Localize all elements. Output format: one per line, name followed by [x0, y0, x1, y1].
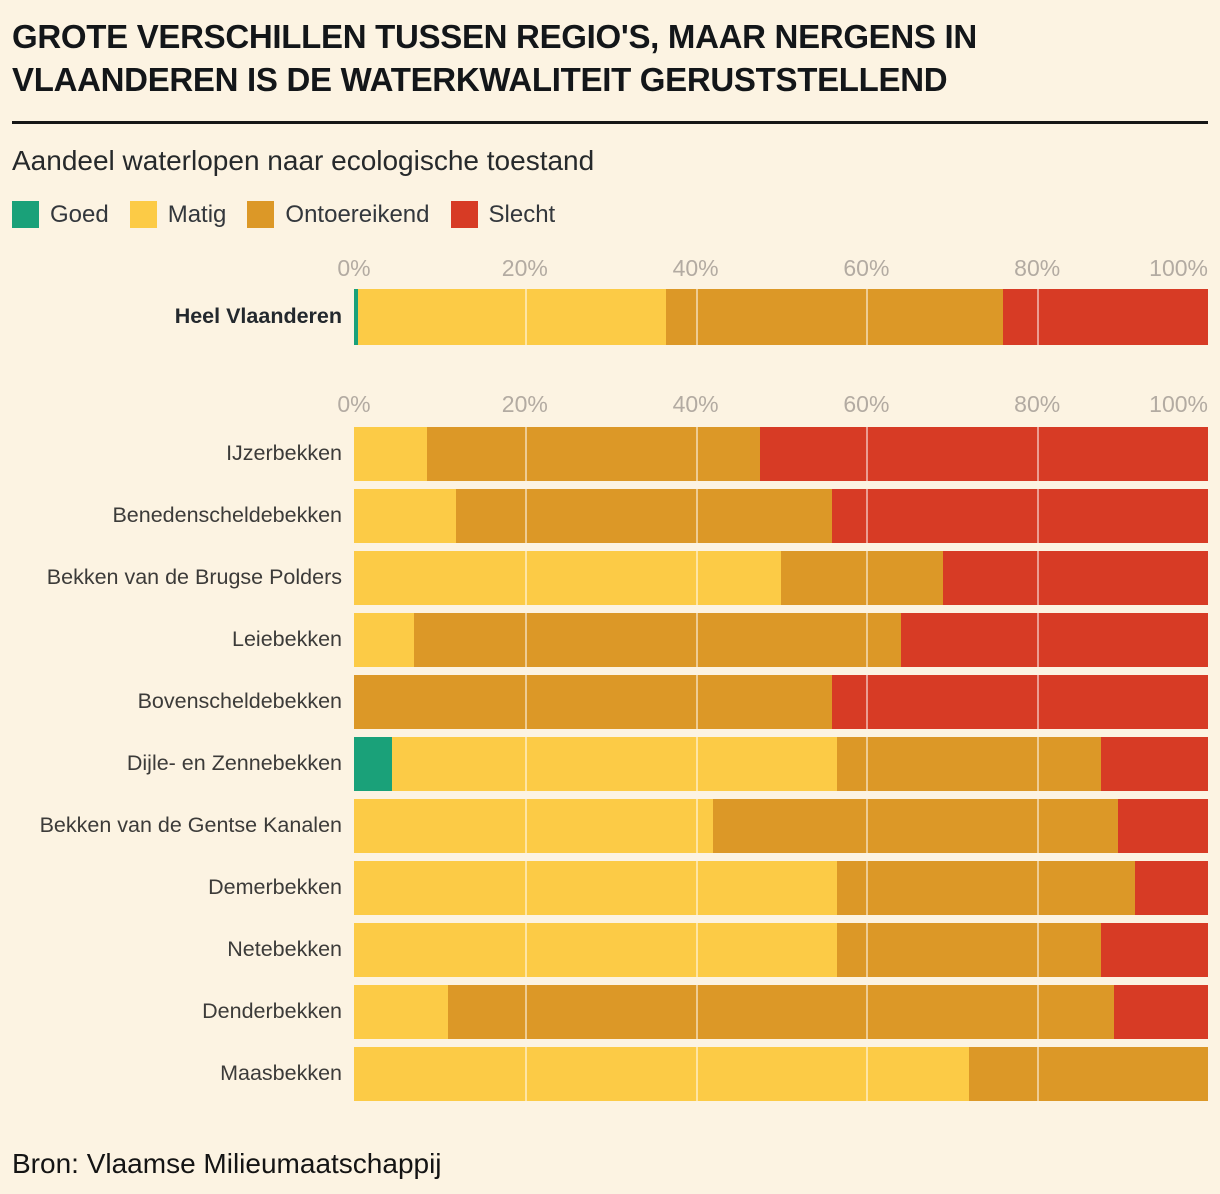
row-label-bovenscheldebekken: Bovenscheldebekken: [137, 689, 342, 714]
row-label-dijle-en-zennebekken: Dijle- en Zennebekken: [126, 751, 342, 776]
row-label-benedenscheldebekken: Benedenscheldebekken: [112, 503, 342, 528]
bar-denderbekken: [354, 985, 1208, 1039]
bar-bovenscheldebekken: [354, 675, 1208, 729]
row-label-demerbekken: Demerbekken: [208, 875, 342, 900]
axis-tick-40pct: 40%: [672, 390, 719, 417]
axis-tick-100pct: 100%: [1149, 390, 1208, 417]
title-divider: [12, 121, 1208, 124]
axis-tick-60pct: 60%: [843, 390, 890, 417]
row-label-ijzerbekken: IJzerbekken: [226, 441, 342, 466]
gridline-20pct: [525, 799, 527, 853]
bar-benedenscheldebekken: [354, 489, 1208, 543]
bar-segment-ontoereikend[interactable]: [456, 489, 832, 543]
chart-subtitle: Aandeel waterlopen naar ecologische toestand: [12, 144, 595, 176]
bar-row-denderbekken: [12, 985, 1208, 1039]
bar-segment-matig[interactable]: [354, 985, 448, 1039]
bar-segment-ontoereikend[interactable]: [837, 923, 1102, 977]
legend-label: Matig: [167, 200, 227, 228]
gridline-40pct: [696, 1047, 698, 1101]
bar-segment-slecht[interactable]: [1101, 923, 1208, 977]
gridline-20pct: [525, 289, 527, 345]
bar-segment-matig[interactable]: [354, 613, 414, 667]
legend-swatch-goed: [12, 201, 39, 228]
bar-row-bekken-van-de-brugse-polders: [12, 551, 1208, 605]
gridline-40pct: [696, 289, 698, 345]
legend-item-ontoereikend[interactable]: [247, 201, 429, 229]
gridline-80pct: [1037, 675, 1039, 729]
gridline-60pct: [866, 799, 868, 853]
axis-tick-40pct: 40%: [672, 254, 719, 281]
gridline-40pct: [696, 861, 698, 915]
axis-tick-20pct: 20%: [501, 390, 548, 417]
bar-segment-goed[interactable]: [354, 737, 392, 791]
row-label-maasbekken: Maasbekken: [220, 1061, 342, 1086]
bar-segment-slecht[interactable]: [1135, 861, 1208, 915]
region-bars: [12, 427, 1208, 1101]
bar-netebekken: [354, 923, 1208, 977]
bar-segment-ontoereikend[interactable]: [837, 737, 1102, 791]
legend-item-matig[interactable]: [130, 201, 227, 229]
chart-title: [12, 16, 1208, 102]
row-label-denderbekken: Denderbekken: [202, 999, 342, 1024]
bar-segment-ontoereikend[interactable]: [837, 861, 1136, 915]
gridline-60pct: [866, 289, 868, 345]
gridline-40pct: [696, 675, 698, 729]
bar-bekken-van-de-gentse-kanalen: [354, 799, 1208, 853]
bar-segment-ontoereikend[interactable]: [414, 613, 901, 667]
row-label-bekken-van-de-brugse-polders: Bekken van de Brugse Polders: [46, 565, 342, 590]
bar-row-bovenscheldebekken: [12, 675, 1208, 729]
gridline-40pct: [696, 737, 698, 791]
bar-segment-ontoereikend[interactable]: [713, 799, 1119, 853]
gridline-40pct: [696, 985, 698, 1039]
bar-segment-ontoereikend[interactable]: [666, 289, 1003, 345]
gridline-20pct: [525, 985, 527, 1039]
gridline-60pct: [866, 923, 868, 977]
gridline-80pct: [1037, 613, 1039, 667]
gridline-60pct: [866, 427, 868, 481]
gridline-80pct: [1037, 1047, 1039, 1101]
bar-row-demerbekken: [12, 861, 1208, 915]
axis-overview: [337, 254, 1208, 283]
row-label-netebekken: Netebekken: [227, 937, 342, 962]
axis-tick-80pct: 80%: [1014, 254, 1061, 281]
bar-heel-vlaanderen: [354, 289, 1208, 345]
bar-segment-slecht[interactable]: [832, 489, 1208, 543]
axis-tick-60pct: 60%: [843, 254, 890, 281]
gridline-80pct: [1037, 489, 1039, 543]
bar-segment-slecht[interactable]: [901, 613, 1208, 667]
bar-bekken-van-de-brugse-polders: [354, 551, 1208, 605]
bar-segment-matig[interactable]: [392, 737, 836, 791]
bar-row-netebekken: [12, 923, 1208, 977]
bar-row-maasbekken: [12, 1047, 1208, 1101]
chart-area: [12, 255, 1208, 1101]
gridline-80pct: [1037, 289, 1039, 345]
source-note: Bron: Vlaamse Milieumaatschappij: [12, 1147, 442, 1179]
legend-label: Goed: [50, 200, 109, 228]
bar-demerbekken: [354, 861, 1208, 915]
gridline-20pct: [525, 489, 527, 543]
bar-segment-ontoereikend[interactable]: [354, 675, 832, 729]
gridline-20pct: [525, 427, 527, 481]
bar-row-benedenscheldebekken: [12, 489, 1208, 543]
legend-swatch-matig: [130, 201, 157, 228]
gridline-60pct: [866, 1047, 868, 1101]
bar-segment-matig[interactable]: [354, 799, 713, 853]
bar-segment-slecht[interactable]: [943, 551, 1208, 605]
bar-segment-matig[interactable]: [358, 289, 665, 345]
bar-segment-slecht[interactable]: [1118, 799, 1208, 853]
gridline-80pct: [1037, 985, 1039, 1039]
row-label-heel-vlaanderen: Heel Vlaanderen: [174, 304, 342, 329]
gridline-20pct: [525, 923, 527, 977]
legend: [12, 201, 1208, 229]
bar-segment-matig[interactable]: [354, 551, 781, 605]
gridline-60pct: [866, 551, 868, 605]
gridline-20pct: [525, 1047, 527, 1101]
gridline-20pct: [525, 613, 527, 667]
gridline-80pct: [1037, 861, 1039, 915]
legend-swatch-slecht: [451, 201, 478, 228]
gridline-60pct: [866, 489, 868, 543]
gridline-60pct: [866, 861, 868, 915]
legend-label: Slecht: [488, 200, 556, 228]
bar-segment-matig[interactable]: [354, 861, 837, 915]
bar-segment-matig[interactable]: [354, 489, 456, 543]
gridline-40pct: [696, 551, 698, 605]
bar-segment-slecht[interactable]: [1101, 737, 1208, 791]
legend-item-goed[interactable]: [12, 201, 109, 229]
gridline-20pct: [525, 551, 527, 605]
axis-tick-20pct: 20%: [501, 254, 548, 281]
bar-segment-matig[interactable]: [354, 427, 427, 481]
gridline-60pct: [866, 985, 868, 1039]
chart-title-line1: GROTE VERSCHILLEN TUSSEN REGIO'S, MAAR NERGENS IN: [12, 18, 977, 55]
gridline-60pct: [866, 613, 868, 667]
axis-tick-80pct: 80%: [1014, 390, 1061, 417]
gridline-60pct: [866, 675, 868, 729]
row-label-bekken-van-de-gentse-kanalen: Bekken van de Gentse Kanalen: [39, 813, 342, 838]
gridline-80pct: [1037, 737, 1039, 791]
bar-row-heel-vlaanderen: [12, 289, 1208, 345]
bar-segment-slecht[interactable]: [1114, 985, 1208, 1039]
gridline-40pct: [696, 489, 698, 543]
gridline-80pct: [1037, 551, 1039, 605]
axis-tick-100pct: 100%: [1149, 254, 1208, 281]
row-label-leiebekken: Leiebekken: [232, 627, 342, 652]
axis-tick-0pct: 0%: [337, 390, 371, 417]
bar-row-ijzerbekken: [12, 427, 1208, 481]
gridline-20pct: [525, 737, 527, 791]
gridline-80pct: [1037, 427, 1039, 481]
bar-segment-matig[interactable]: [354, 1047, 969, 1101]
bar-segment-ontoereikend[interactable]: [427, 427, 760, 481]
gridline-20pct: [525, 675, 527, 729]
axis-tick-0pct: 0%: [337, 254, 371, 281]
gridline-20pct: [525, 861, 527, 915]
axis-regions: [337, 390, 1208, 419]
bar-segment-slecht[interactable]: [1003, 289, 1208, 345]
bar-dijle-en-zennebekken: [354, 737, 1208, 791]
bar-row-leiebekken: [12, 613, 1208, 667]
legend-label: Ontoereikend: [285, 200, 430, 228]
gridline-40pct: [696, 799, 698, 853]
bar-segment-matig[interactable]: [354, 923, 837, 977]
gridline-40pct: [696, 427, 698, 481]
bar-segment-slecht[interactable]: [760, 427, 1208, 481]
chart-title-line2: VLAANDEREN IS DE WATERKWALITEIT GERUSTSTELLEND: [12, 60, 948, 98]
gridline-40pct: [696, 923, 698, 977]
legend-swatch-ontoereikend: [247, 201, 274, 228]
bar-segment-ontoereikend[interactable]: [448, 985, 1114, 1039]
gridline-80pct: [1037, 923, 1039, 977]
gridline-40pct: [696, 613, 698, 667]
bar-segment-slecht[interactable]: [832, 675, 1208, 729]
bar-segment-ontoereikend[interactable]: [781, 551, 943, 605]
bar-segment-ontoereikend[interactable]: [969, 1047, 1208, 1101]
gridline-60pct: [866, 737, 868, 791]
bar-row-bekken-van-de-gentse-kanalen: [12, 799, 1208, 853]
bar-row-dijle-en-zennebekken: [12, 737, 1208, 791]
gridline-80pct: [1037, 799, 1039, 853]
bar-maasbekken: [354, 1047, 1208, 1101]
bar-ijzerbekken: [354, 427, 1208, 481]
legend-item-slecht[interactable]: [451, 201, 556, 229]
bar-leiebekken: [354, 613, 1208, 667]
